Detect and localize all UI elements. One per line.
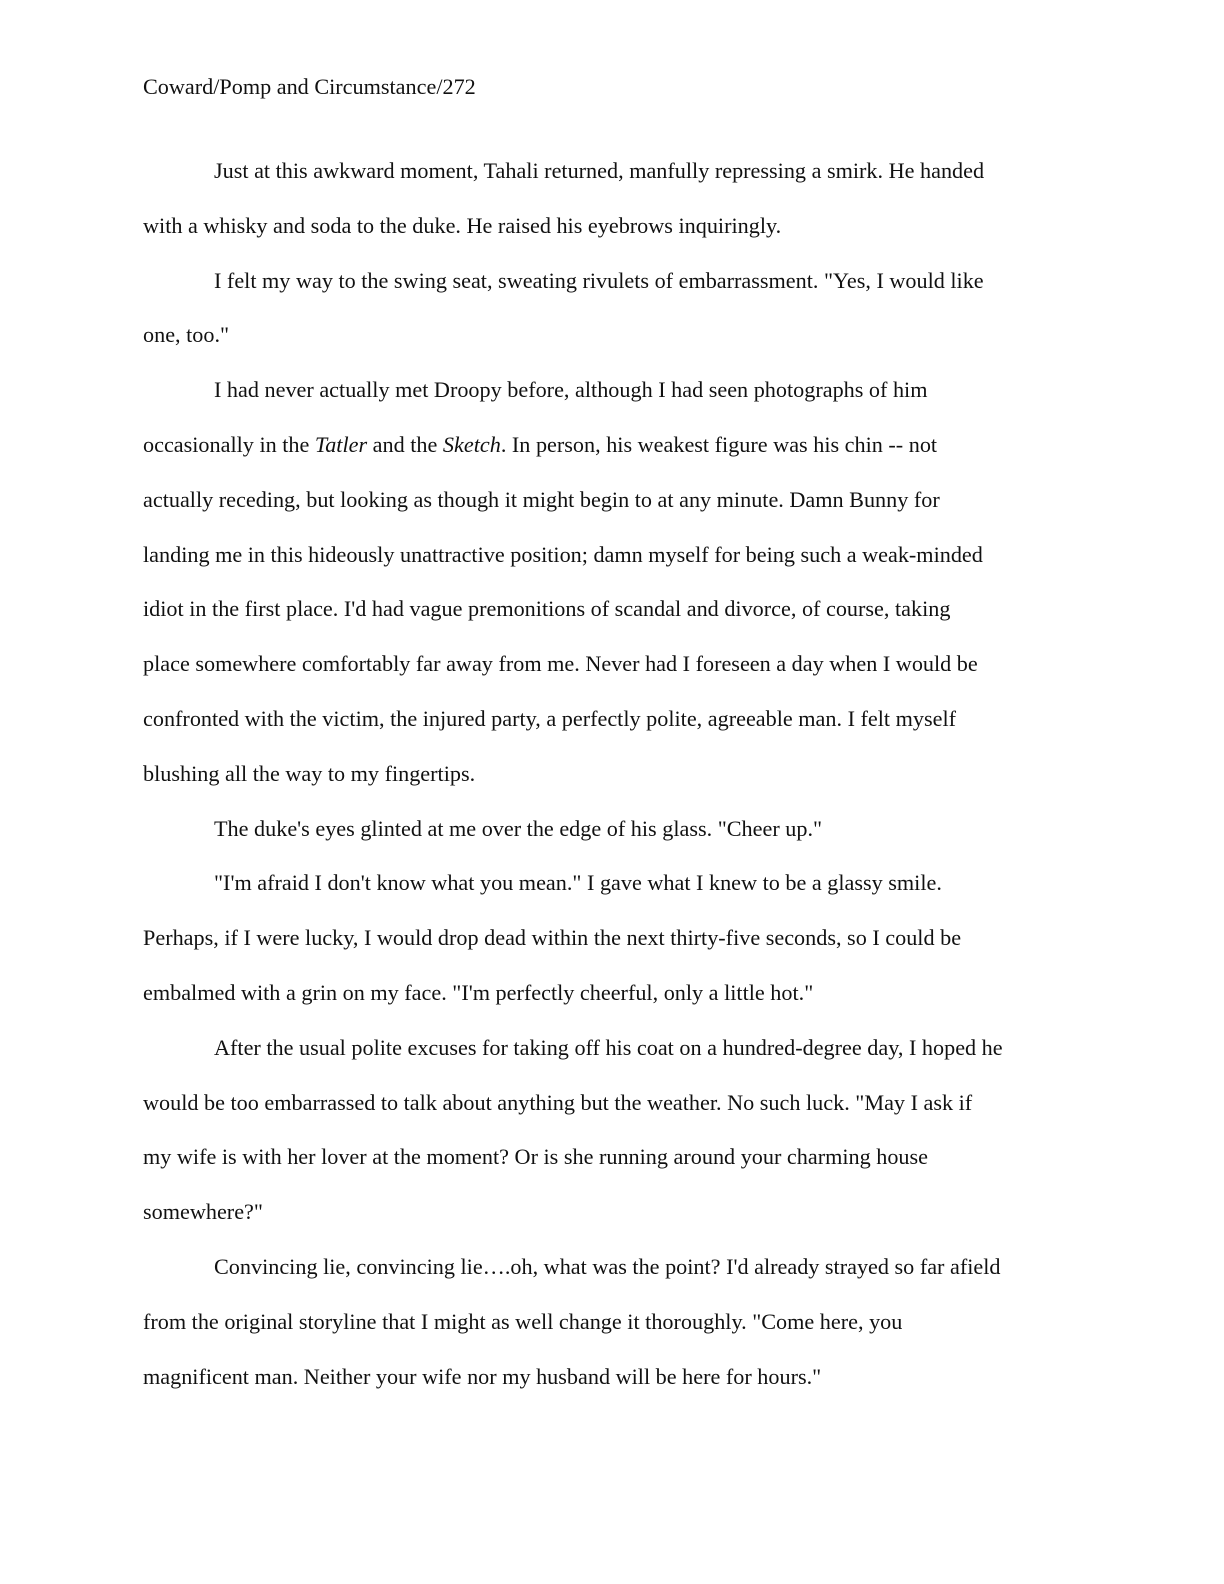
magazine-title-tatler: Tatler: [314, 431, 368, 457]
running-head: Coward/Pomp and Circumstance/272: [143, 74, 476, 99]
text-line: my wife is with her lover at the moment? Or is she running around your charming house: [143, 1144, 929, 1170]
paragraph-7: [143, 1240, 1083, 1404]
magazine-title-sketch: Sketch: [442, 431, 501, 457]
text-line: one, too.": [143, 322, 230, 348]
text-line: would be too embarrassed to talk about anything but the weather. No such luck. "May I ask if: [143, 1089, 973, 1115]
text-line: somewhere?": [143, 1199, 263, 1225]
paragraph-1: [143, 144, 1083, 254]
text-line: Perhaps, if I were lucky, I would drop dead within the next thirty-five seconds, so I could be: [143, 925, 962, 951]
text-line: blushing all the way to my fingertips.: [143, 760, 476, 786]
text-line: Just at this awkward moment, Tahali returned, manfully repressing a smirk. He handed: [214, 158, 985, 183]
paragraph-2: [143, 254, 1083, 364]
paragraph-6: [143, 1021, 1083, 1240]
text-line: [143, 418, 1083, 473]
text-line: with a whisky and soda to the duke. He raised his eyebrows inquiringly.: [143, 212, 782, 238]
text-segment: . In person, his weakest figure was his chin -- not: [500, 431, 938, 457]
text-line: confronted with the victim, the injured party, a perfectly polite, agreeable man. I felt myself: [143, 705, 957, 731]
text-line: place somewhere comfortably far away from me. Never had I foreseen a day when I would be: [143, 651, 978, 677]
paragraph-5: [143, 856, 1083, 1020]
text-line: I felt my way to the swing seat, sweating rivulets of embarrassment. "Yes, I would like: [214, 267, 984, 293]
text-line: actually receding, but looking as though it might begin to at any minute. Damn Bunny for: [143, 486, 940, 512]
text-line: embalmed with a grin on my face. "I'm perfectly cheerful, only a little hot.": [143, 979, 814, 1005]
paragraph-3: [143, 363, 1083, 801]
text-line: "I'm afraid I don't know what you mean." I gave what I knew to be a glassy smile.: [214, 870, 942, 896]
text-line: I had never actually met Droopy before, although I had seen photographs of him: [214, 377, 928, 403]
text-line: After the usual polite excuses for taking off his coat on a hundred-degree day, I hoped he: [214, 1034, 1003, 1060]
text-line: from the original storyline that I might as well change it thoroughly. "Come here, you: [143, 1308, 903, 1334]
text-line: Convincing lie, convincing lie….oh, what was the point? I'd already strayed so far afield: [214, 1253, 1001, 1279]
text-line: The duke's eyes glinted at me over the edge of his glass. "Cheer up.": [214, 815, 823, 841]
text-line: landing me in this hideously unattractive position; damn myself for being such a weak-minded: [143, 541, 983, 567]
text-line: idiot in the first place. I'd had vague premonitions of scandal and divorce, of course, taking: [143, 596, 951, 622]
text-segment: occasionally in the: [143, 431, 315, 457]
paragraph-4: [143, 802, 1083, 857]
text-segment: and the: [367, 431, 443, 457]
text-line: magnificent man. Neither your wife nor my husband will be here for hours.": [143, 1363, 822, 1389]
manuscript-body: [143, 144, 1083, 1404]
